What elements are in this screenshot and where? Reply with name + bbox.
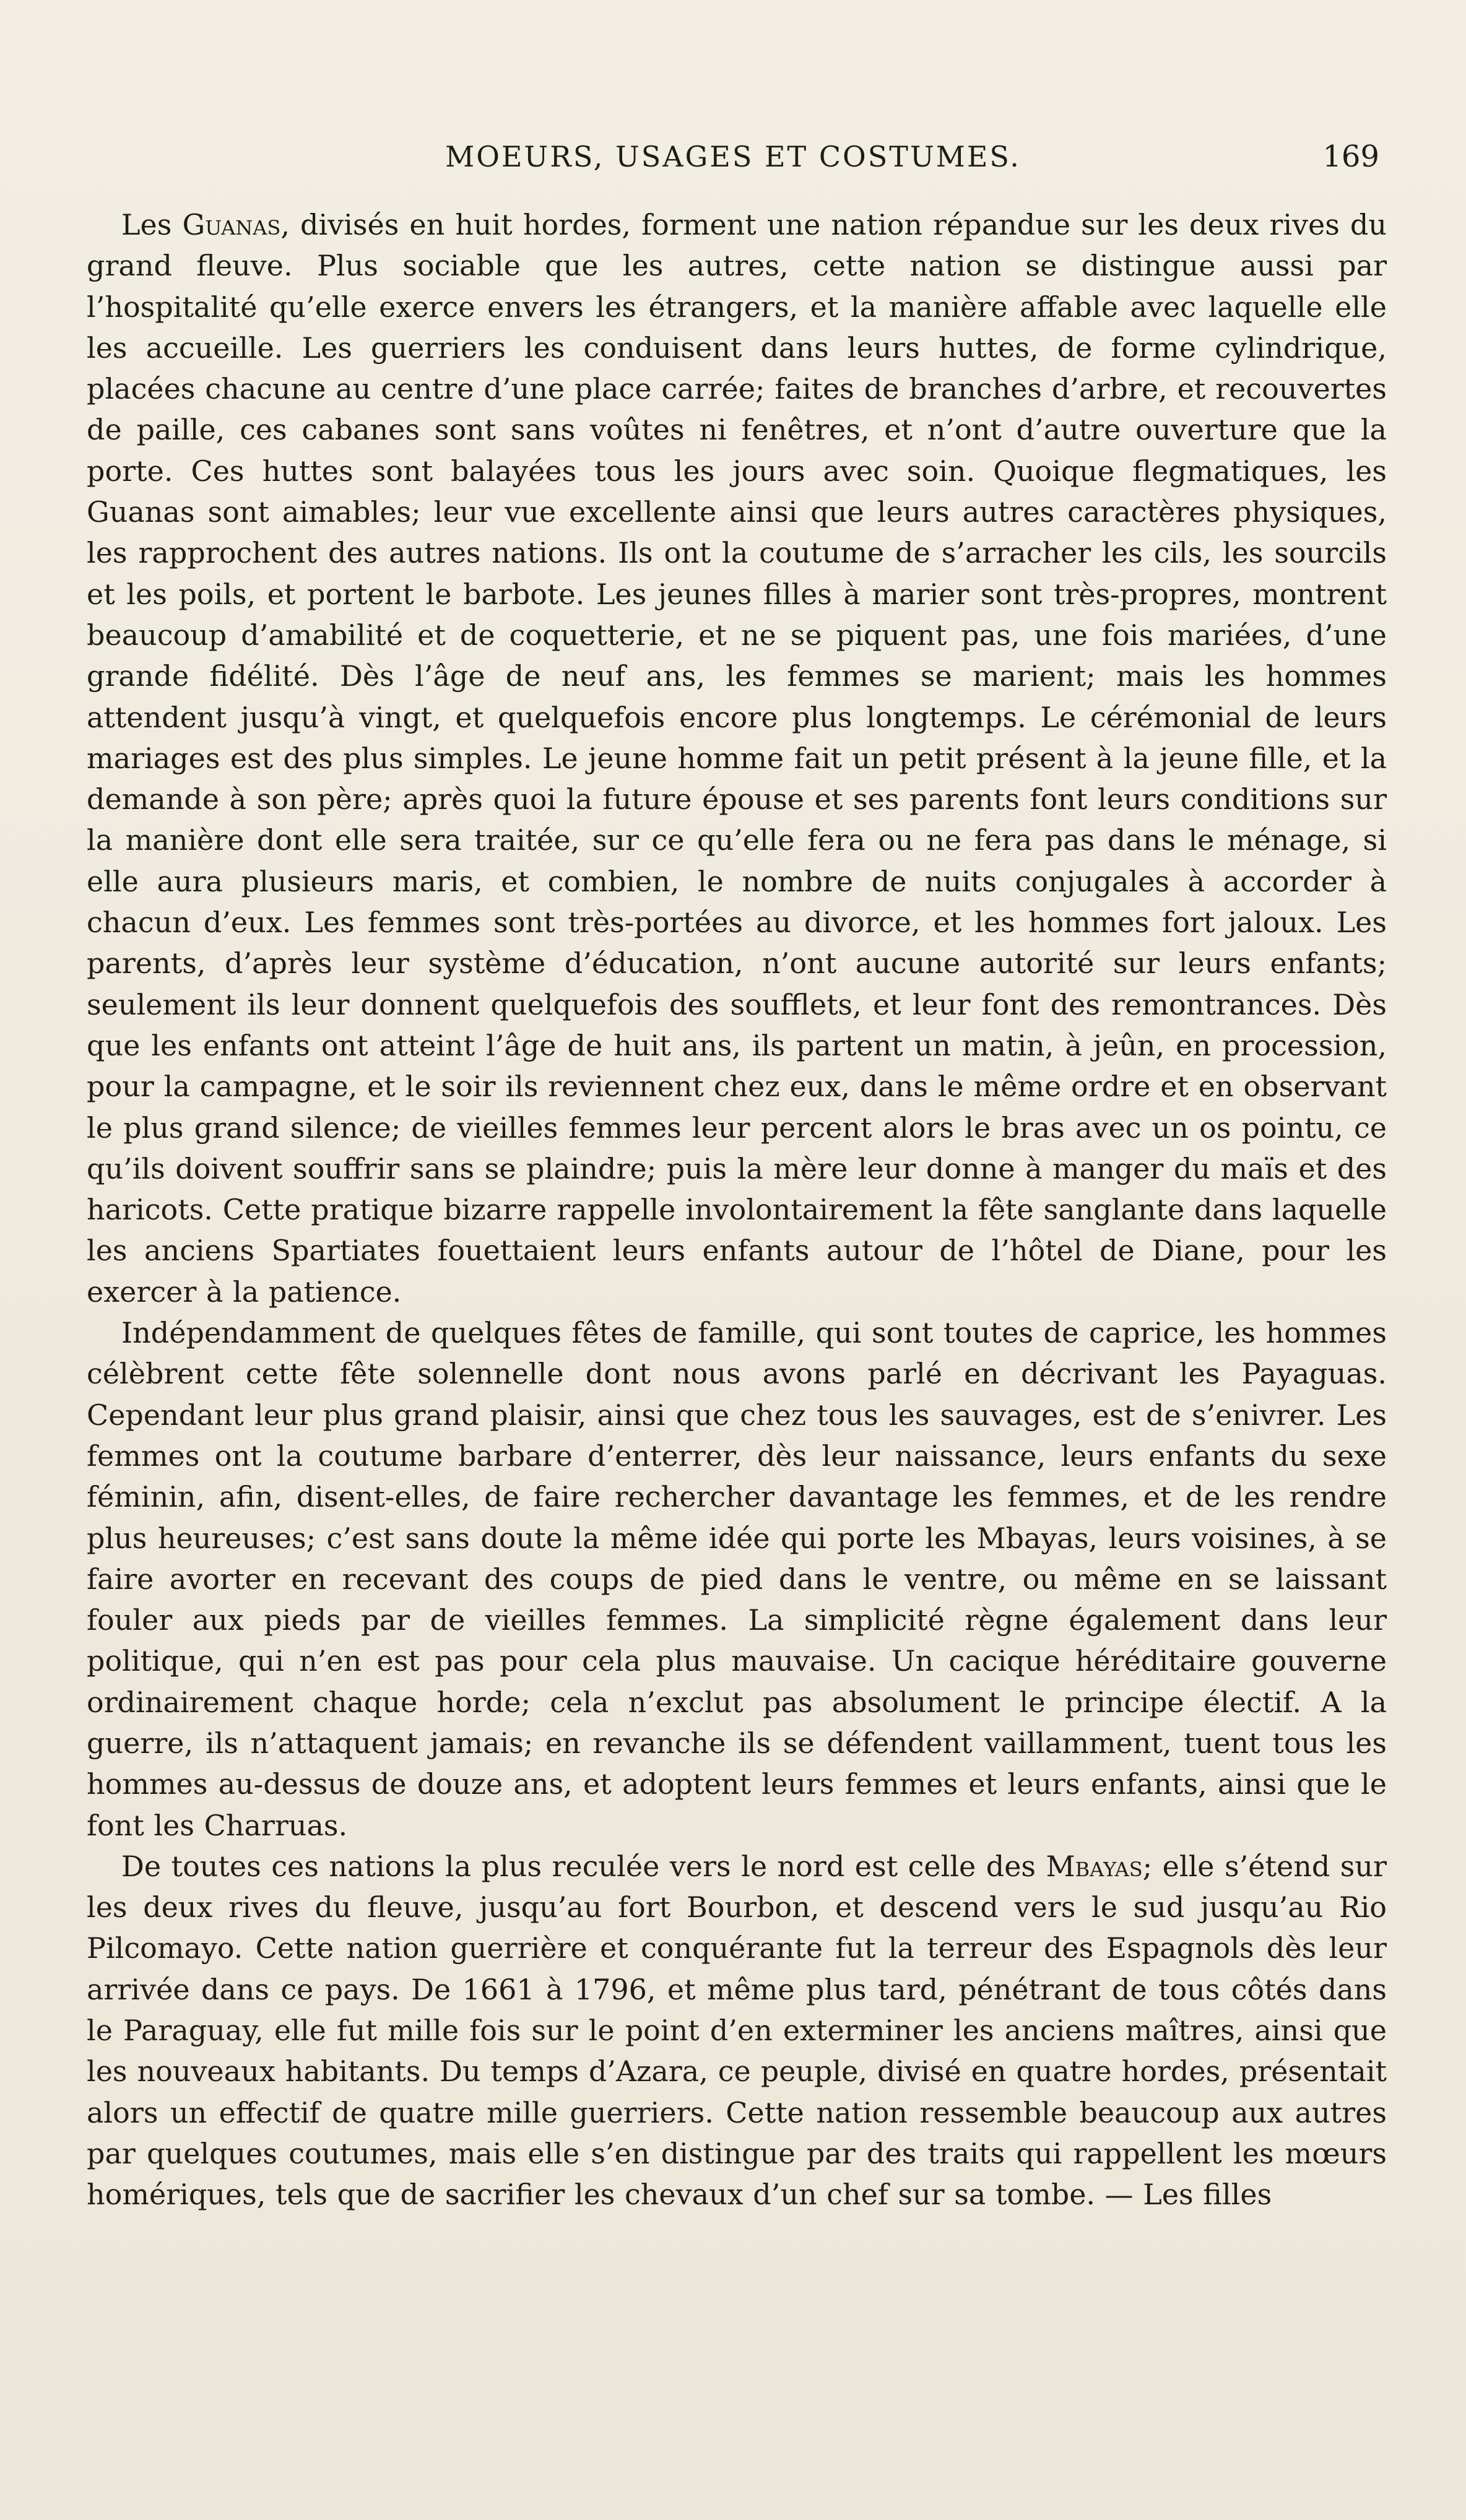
- nation-name-guanas: Guanas: [182, 208, 281, 241]
- paragraph-text: ; elle s’étend sur les deux rives du fleuve, jusqu’au fort Bourbon, et descend vers le sud jusqu’au Rio Pilcomayo. Cette nation guerrière et conquérante fut la terreur des Espagnols dès leur arrivée dans ce pays. De 1661 à 1796, et même plus tard, pénétrant de tous côtés dans le Paraguay, elle fut mille fois sur le point d’en exterminer les anciens maîtres, ainsi que les nouveaux habitants. Du temps d’Azara, ce peuple, divisé en quatre hordes, présentait alors un effectif de quatre mille guerriers. Cette nation ressemble beaucoup aux autres par quelques coutumes, mais elle s’en distingue par des traits qui rappellent les mœurs homériques, tels que de sacrifier les chevaux d’un chef sur sa tombe. — Les filles: [87, 1849, 1387, 2212]
- page-number: 169: [1322, 139, 1379, 174]
- page-header: [87, 135, 1379, 178]
- paragraph-text: , divisés en huit hordes, forment une nation répandue sur les deux rives du grand fleuve. Plus sociable que les autres, cette nation se distingue aussi par l’hospitalité qu’elle exerce envers les étrangers, et la manière affable avec laquelle elle les accueille. Les guerriers les conduisent dans leurs huttes, de forme cylindrique, placées chacune au centre d’une place carrée; faites de branches d’arbre, et recouvertes de paille, ces cabanes sont sans voûtes ni fenêtres, et n’ont d’autre ouverture que la porte. Ces huttes sont balayées tous les jours avec soin. Quoique flegmatiques, les Guanas sont aimables; leur vue excellente ainsi que leurs autres caractères physiques, les rapprochent des autres nations. Ils ont la coutume de s’arracher les cils, les sourcils et les poils, et portent le barbote. Les jeunes filles à marier sont très-propres, montrent beaucoup d’amabilité et de coquetterie, et ne se piquent pas, une fois mariées, d’une grande fidélité. Dès l’âge de neuf ans, les femmes se marient; mais les hommes attendent jusqu’à vingt, et quelquefois encore plus longtemps. Le cérémonial de leurs mariages est des plus simples. Le jeune homme fait un petit présent à la jeune fille, et la demande à son père; après quoi la future épouse et ses parents font leurs conditions sur la manière dont elle sera traitée, sur ce qu’elle fera ou ne fera pas dans le ménage, si elle aura plusieurs maris, et combien, le nombre de nuits conjugales à accorder à chacun d’eux. Les femmes sont très-portées au divorce, et les hommes fort jaloux. Les parents, d’après leur système d’éducation, n’ont aucune autorité sur leurs enfants; seulement ils leur donnent quelquefois des soufflets, et leur font des remontrances. Dès que les enfants ont atteint l’âge de huit ans, ils partent un matin, à jeûn, en procession, pour la campagne, et le soir ils reviennent chez eux, dans le même ordre et en observant le plus grand silence; de vieilles femmes leur percent alors le bras avec un os pointu, ce qu’ils doivent souffrir sans se plaindre; puis la mère leur donne à manger du maïs et des haricots. Cette pratique bizarre rappelle involontairement la fête sanglante dans laquelle les anciens Spartiates fouettaient leurs enfants autour de l’hôtel de Diane, pour les exercer à la patience.: [87, 208, 1387, 1309]
- paragraph-text: Indépendamment de quelques fêtes de famille, qui sont toutes de caprice, les hommes célèbrent cette fête solennelle dont nous avons parlé en décrivant les Payaguas. Cependant leur plus grand plaisir, ainsi que chez tous les sauvages, est de s’enivrer. Les femmes ont la coutume barbare d’enterrer, dès leur naissance, leurs enfants du sexe féminin, afin, disent-elles, de faire rechercher davantage les femmes, et de les rendre plus heureuses; c’est sans doute la même idée qui porte les Mbayas, leurs voisines, à se faire avorter en recevant des coups de pied dans le ventre, ou même en se laissant fouler aux pieds par de vieilles femmes. La simplicité règne également dans leur politique, qui n’en est pas pour cela plus mauvaise. Un cacique héréditaire gouverne ordinairement chaque horde; cela n’exclut pas absolument le principe électif. A la guerre, ils n’attaquent jamais; en revanche ils se défendent vaillamment, tuent tous les hommes au-dessus de douze ans, et adoptent leurs femmes et leurs enfants, ainsi que le font les Charruas.: [87, 1316, 1387, 1842]
- paragraph-lead: De toutes ces nations la plus reculée vers le nord est celle des: [121, 1849, 1046, 1883]
- paragraph-guanas: [87, 204, 1387, 1312]
- body-text: [87, 204, 1387, 2215]
- paragraph-festivals: [87, 1312, 1387, 1846]
- nation-name-mbayas: Mbayas: [1046, 1849, 1143, 1883]
- paragraph-mbayas: [87, 1846, 1387, 2215]
- running-title: MOEURS, USAGES ET COSTUMES.: [445, 140, 1021, 173]
- paragraph-lead: Les: [121, 208, 183, 241]
